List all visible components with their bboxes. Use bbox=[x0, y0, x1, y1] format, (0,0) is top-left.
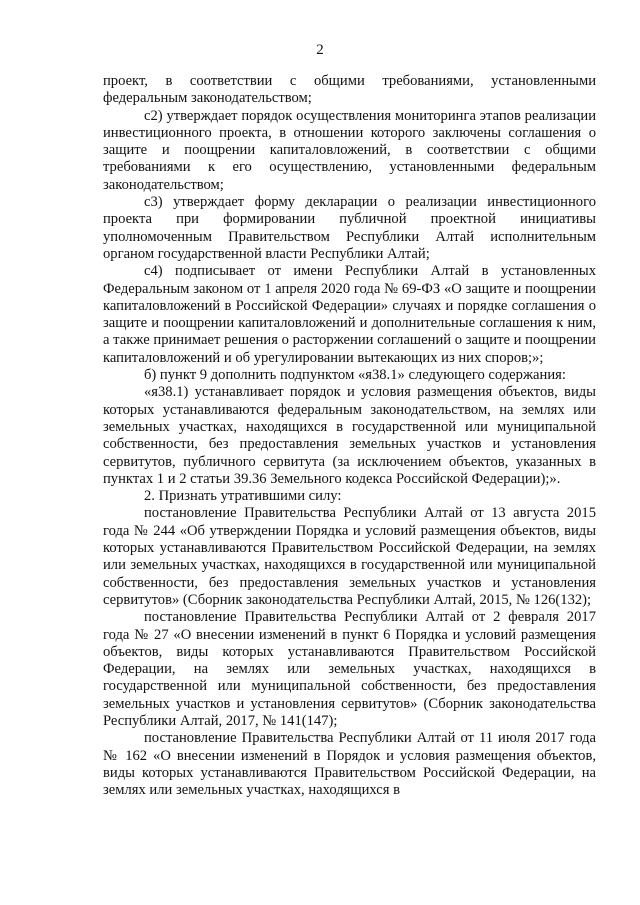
paragraph: постановление Правительства Республики Алтай от 11 июля 2017 года № 162 «О внесении изменений в Порядок и условия размещения объектов, виды которых устанавливаются Правительством Российской Федерации, на землях или земельных участках, находящихся в bbox=[103, 730, 596, 799]
paragraph: постановление Правительства Республики Алтай от 2 февраля 2017 года № 27 «О внесении изменений в пункт 6 Порядка и условий размещения объектов, виды которых устанавливаются Правительством Российской Федерации, на землях или земельных участках, находящихся в государственной или муниципальной собственности, без предоставления земельных участков и установления сервитутов» (Сборник законодательства Республики Алтай, 2017, № 141(147); bbox=[103, 609, 596, 729]
paragraph: с4) подписывает от имени Республики Алтай в установленных Федеральным законом от 1 апреля 2020 года № 69-ФЗ «О защите и поощрении капиталовложений в Российской Федерации» случаях и порядке соглашения о защите и поощрении капиталовложений и дополнительные соглашения к ним, а также принимает решения о расторжении соглашений о защите и поощрении капиталовложений и об урегулировании вытекающих из них споров;»; bbox=[103, 263, 596, 366]
paragraph: с2) утверждает порядок осуществления мониторинга этапов реализации инвестиционного проекта, в отношении которого заключены соглашения о защите и поощрении капиталовложений, в соответствии с общими требованиями к его осуществлению, установленными федеральным законодательством; bbox=[103, 107, 596, 193]
paragraph: б) пункт 9 дополнить подпунктом «я38.1» следующего содержания: bbox=[144, 367, 566, 384]
paragraph: проект, в соответствии с общими требованиями, установленными федеральным законодательством; bbox=[103, 73, 596, 107]
document-body bbox=[103, 73, 596, 799]
paragraph: с3) утверждает форму декларации о реализации инвестиционного проекта при формировании публичной проектной инициативы уполномоченным Правительством Республики Алтай исполнительным органом государственной власти Республики Алтай; bbox=[103, 194, 596, 262]
paragraph: 2. Признать утратившими силу: bbox=[144, 488, 342, 505]
paragraph: «я38.1) устанавливает порядок и условия размещения объектов, виды которых устанавливаются федеральным законодательством, на землях или земельных участках, находящихся в государственной или муниципальной собственности, без предоставления земельных участков и установления сервитутов, публичного сервитута (за исключением объектов, указанных в пунктах 1 и 2 статьи 39.36 Земельного кодекса Российской Федерации);». bbox=[103, 384, 596, 487]
page-number: 2 bbox=[316, 42, 324, 58]
paragraph: постановление Правительства Республики Алтай от 13 августа 2015 года № 244 «Об утверждении Порядка и условий размещения объектов, виды которых устанавливаются Правительством Российской Федерации, на землях или земельных участках, находящихся в государственной или муниципальной собственности, без предоставления земельных участков и установления сервитутов» (Сборник законодательства Республики Алтай, 2015, № 126(132); bbox=[103, 505, 596, 608]
